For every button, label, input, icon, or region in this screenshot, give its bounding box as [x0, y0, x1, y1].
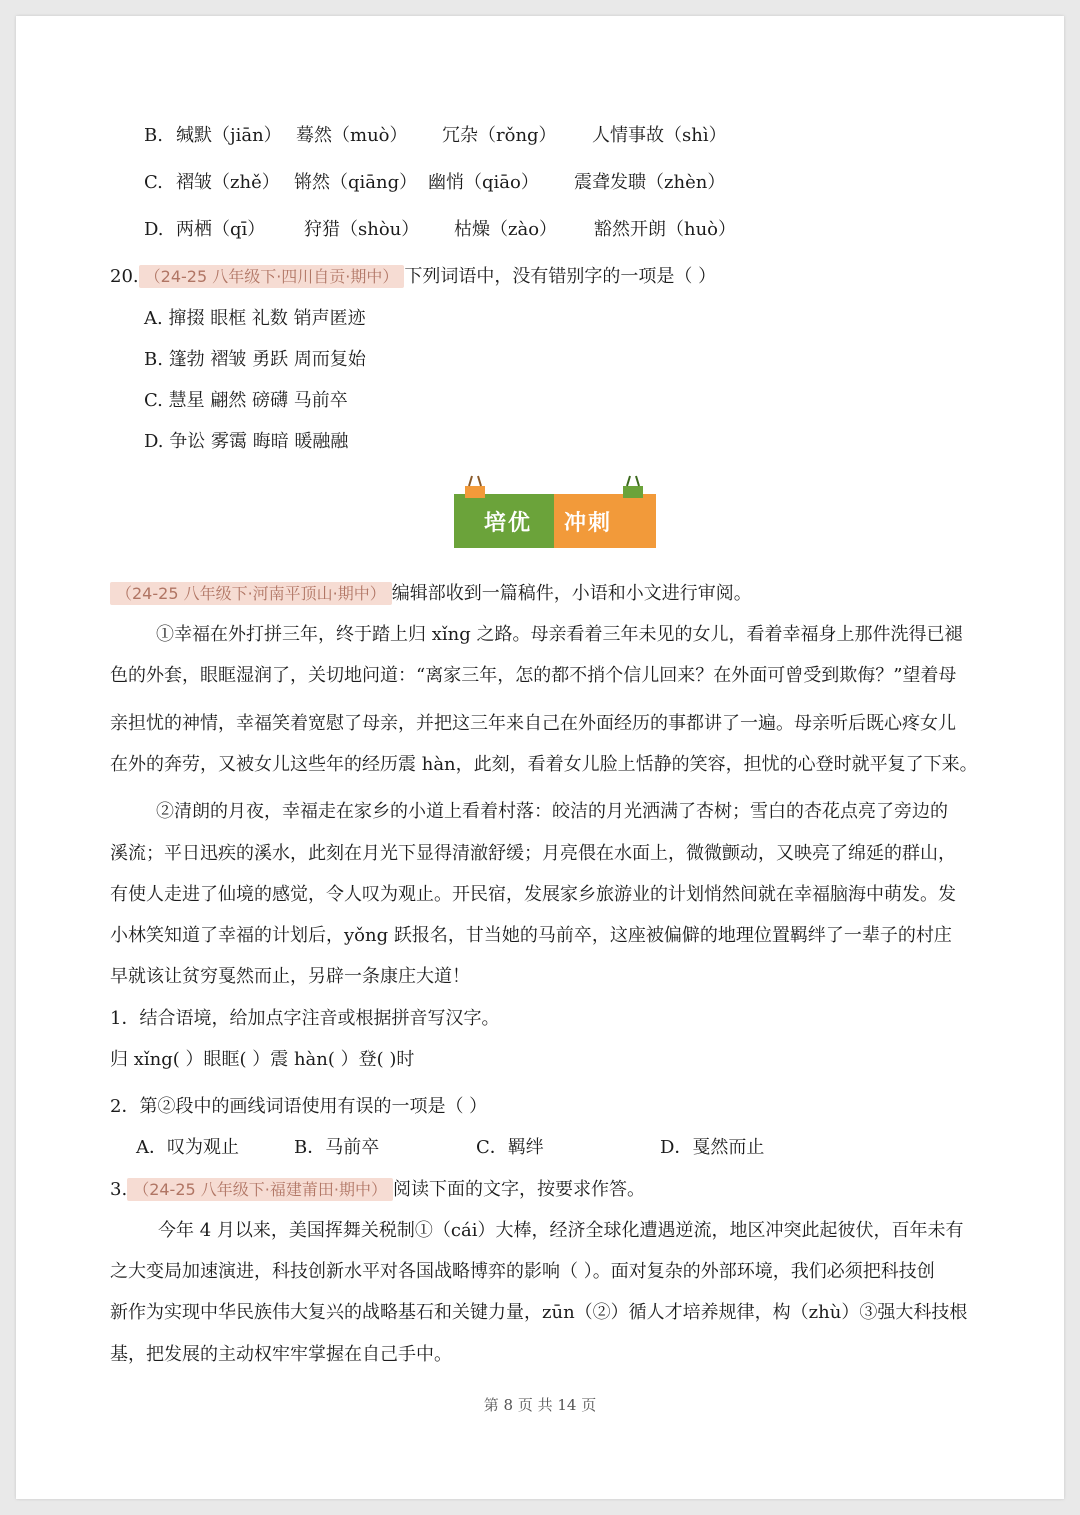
paragraph-line: 新作为实现中华民族伟大复兴的战略基石和关键力量，zūn（②）循人才培养规律，构（zhù）③强大科技根 — [110, 1302, 968, 1323]
fill-blanks: 归 xǐng( ）眼眶( ）震 hàn( ）登( )时 — [110, 1049, 415, 1070]
paragraph-line: 色的外套，眼眶湿润了，关切地问道：“离家三年，怎的都不捎个信儿回来？在外面可曾受到欺侮？”望着母 — [110, 665, 957, 686]
sub-question-2: 2．第②段中的画线词语使用有误的一项是（ ） — [110, 1096, 488, 1117]
option-item: 豁然开朗（huò） — [594, 219, 737, 240]
paragraph-line: 小林笑知道了幸福的计划后，yǒng 跃报名，甘当她的马前卒，这座被偏僻的地理位置羁绊了一辈子的村庄 — [110, 925, 952, 946]
option-text: A．叹为观止 — [136, 1137, 239, 1158]
option-letter: C. — [144, 390, 163, 411]
paragraph-line: 有使人走进了仙境的感觉，令人叹为观止。开民宿，发展家乡旅游业的计划悄然间就在幸福脑海中萌发。发 — [110, 884, 956, 905]
q19-option-d — [144, 218, 737, 242]
page-footer: 第 8 页 共 14 页 — [483, 1396, 597, 1414]
paragraph-line: 在外的奔劳，又被女儿这些年的经历震 hàn，此刻，看着女儿脸上恬静的笑容，担忧的心登时就平复了下来。 — [110, 754, 978, 775]
option-item: 幽悄（qiāo） — [428, 172, 539, 193]
question-number: 3. — [110, 1179, 128, 1200]
option-letter: C. — [144, 172, 163, 193]
q19-option-c — [144, 171, 726, 195]
source-tag: （24-25 八年级下·河南平顶山·期中） — [110, 582, 392, 605]
option-text: 撺掇 眼框 礼数 销声匿迹 — [168, 308, 366, 329]
sub-question-1: 1．结合语境，给加点字注音或根据拼音写汉字。 — [110, 1008, 500, 1029]
option-item: 蓦然（muò） — [296, 125, 408, 146]
option-letter: D. — [144, 219, 164, 240]
option-letter: B. — [144, 349, 163, 370]
option-item: 震聋发聩（zhèn） — [574, 172, 726, 193]
q3-stem — [110, 1178, 645, 1202]
option-letter: D. — [144, 431, 164, 452]
section-banner — [454, 494, 656, 548]
option-letter: A. — [144, 308, 163, 329]
source-tag: （24-25 八年级下·四川自贡·期中） — [139, 265, 405, 288]
paragraph-line: 亲担忧的神情，幸福笑着宽慰了母亲，并把这三年来自己在外面经历的事都讲了一遍。母亲听后既心疼女儿 — [110, 713, 956, 734]
option-text: 慧星 翩然 磅礴 马前卒 — [168, 390, 348, 411]
paragraph-line: 基，把发展的主动权牢牢掌握在自己手中。 — [110, 1344, 452, 1365]
option-item: 人情事故（shì） — [592, 125, 727, 146]
question-number: 20. — [110, 266, 139, 287]
q20-stem — [110, 265, 716, 289]
paragraph-line: ②清朗的月夜，幸福走在家乡的小道上看着村落：皎洁的月光洒满了杏树；雪白的杏花点亮了旁边的 — [156, 801, 948, 822]
option-letter: B. — [144, 125, 163, 146]
paragraph-line: 之大变局加速演进，科技创新水平对各国战略博弈的影响（ ）。面对复杂的外部环境，我们必须把科技创 — [110, 1261, 935, 1282]
q20-option-b — [144, 348, 366, 372]
q19-option-b — [144, 124, 727, 148]
option-text: 篷勃 褶皱 勇跃 周而复始 — [168, 349, 366, 370]
q20-option-c — [144, 389, 348, 413]
q20-option-a — [144, 307, 366, 331]
option-item: 冗杂（rǒng） — [442, 125, 557, 146]
document-page — [16, 16, 1064, 1499]
binder-clip-icon — [620, 474, 646, 500]
question-text: 下列词语中，没有错别字的一项是（ ） — [404, 266, 717, 287]
banner-label-left: 培优 — [484, 511, 533, 536]
intro-text: 编辑部收到一篇稿件，小语和小文进行审阅。 — [391, 583, 752, 604]
paragraph-line: 今年 4 月以来，美国挥舞关税制①（cái）大棒，经济全球化遭遇逆流，地区冲突此起彼伏，百年未有 — [158, 1220, 964, 1241]
option-text: C．羁绊 — [476, 1137, 544, 1158]
banner-label-right: 冲刺 — [564, 511, 613, 536]
option-item: 褶皱（zhě） — [176, 172, 280, 193]
paragraph-line: 早就该让贫穷戛然而止，另辟一条康庄大道！ — [110, 966, 470, 987]
q20-option-d — [144, 430, 348, 454]
source-tag: （24-25 八年级下·福建莆田·期中） — [127, 1178, 393, 1201]
binder-clip-icon — [462, 474, 488, 500]
option-item: 两栖（qī） — [176, 219, 266, 240]
option-item: 缄默（jiān） — [176, 125, 282, 146]
option-item: 枯燥（zào） — [454, 219, 558, 240]
reading-intro — [110, 582, 752, 606]
option-text: D．戛然而止 — [660, 1137, 765, 1158]
question-text: 阅读下面的文字，按要求作答。 — [392, 1179, 645, 1200]
paragraph-line: ①幸福在外打拼三年，终于踏上归 xǐng 之路。母亲看着三年未见的女儿，看着幸福身上那件洗得已褪 — [156, 624, 963, 645]
option-text: B．马前卒 — [294, 1137, 380, 1158]
option-item: 锵然（qiāng） — [294, 172, 418, 193]
option-text: 争讼 雾霭 晦暗 暖融融 — [169, 431, 349, 452]
paragraph-line: 溪流；平日迅疾的溪水，此刻在月光下显得清澈舒缓；月亮偎在水面上，微微颤动，又映亮了绵延的群山， — [110, 843, 956, 864]
option-item: 狩猎（shòu） — [304, 219, 420, 240]
